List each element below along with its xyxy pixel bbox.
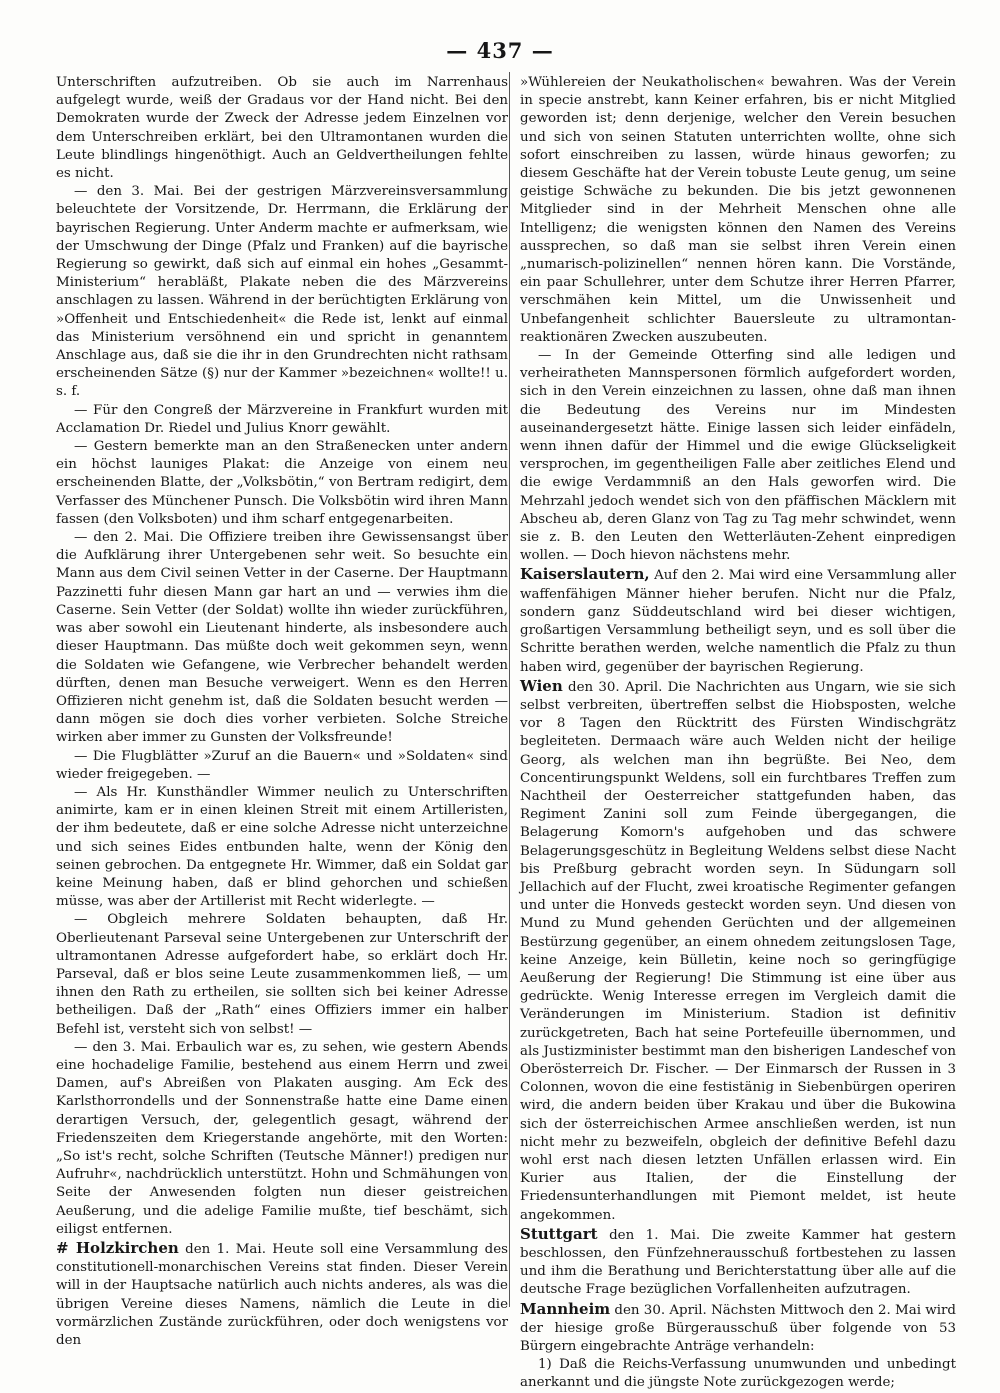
article-dateline: [520, 1225, 956, 1300]
article-paragraph: — In der Gemeinde Otterfing sind alle ledigen und verheiratheten Mannspersonen förmlich aufgefordert worden, sich in den Verein einzeichnen zu lassen, ohne daß man ihnen die Bedeutung des Vereins nur im Mindesten auseinandergesetzt hätte. Einige lassen sich leider einfädeln, wenn ihnen dafür der Himmel und die ewige Glückseligkeit versprochen, im gegentheiligen Falle aber zeitliches Elend und die ewige Verdammniß an den Hals geworfen wird. Die Mehrzahl jedoch wendet sich von den pfäffischen Mäcklern mit Abscheu ab, deren Glanz von Tag zu Tag mehr schwindet, wenn sie z. B. den Leuten den Wetterläuten-Zehent einpredigen wollen. — Doch hievon nächstens mehr.: [520, 348, 956, 564]
dateline-text: den 1. Mai. Die zweite Kammer hat gestern beschlossen, den Fünfzehnerausschuß fortbestehen zu lassen und ihm die Berathung und Berichterstattung über alle auf die deutsche Frage bezüglichen Vorfallenheiten aufzutragen.: [520, 1227, 956, 1298]
page-number: — 437 —: [446, 38, 554, 63]
article-paragraph: — Obgleich mehrere Soldaten behaupten, daß Hr. Oberlieutenant Parseval seine Untergebenen zur Unterschrift der ultramontanen Adresse aufgefordert habe, so erklärt doch Hr. Parseval, daß er blos seine Leute zusammenkommen ließ, — um ihnen den Rath zu ertheilen, sie sollten sich bei keiner Adresse betheiligen. Daß der „Rath“ eines Offiziers immer ein halber Befehl ist, versteht sich von selbst! —: [56, 912, 508, 1037]
right-column: [520, 74, 956, 1393]
article-paragraph: — den 2. Mai. Die Offiziere treiben ihre Gewissensangst über die Aufklärung ihrer Untergebenen sehr weit. So besuchte ein Mann aus dem Civil seinen Vetter in der Caserne. Der Hauptmann Pazzinetti fuhr diesen Mann gar hart an und — verwies ihm die Caserne. Sein Vetter (der Soldat) wollte ihn wieder zurückführen, was aber sowohl ein Lieutenant hinderte, als insbesondere auch dieser Hauptmann. Das müßte doch weit gekommen seyn, wenn die Soldaten wie Gefangene, wie Verbrecher behandelt werden dürften, denen man Besuche verweigert. Wenn es den Herren Offizieren nicht genehm ist, daß die Soldaten besucht werden — dann mögen sie doch dies vorher verbieten. Solche Streiche wirken aber immer zu Gunsten der Volksfreunde!: [56, 530, 508, 746]
article-paragraph: — Für den Congreß der Märzvereine in Frankfurt wurden mit Acclamation Dr. Riedel und Julius Knorr gewählt.: [56, 402, 508, 436]
column-rule: [509, 72, 510, 1307]
article-paragraph: — Gestern bemerkte man an den Straßenecken unter andern ein höchst launiges Plakat: die Anzeige von einem neu erscheinenden Blatte, der „Volksbötin,“ von Bertram redigirt, dem Verfasser des Münchener Punsch. Die Volksbötin wird ihren Mann fassen (den Volksboten) und ihm scharf entgegenarbeiten.: [56, 439, 508, 527]
article-paragraph: — Als Hr. Kunsthändler Wimmer neulich zu Unterschriften animirte, kam er in einen kleinen Streit mit einem Artilleristen, der ihm bedeutete, daß er eine solche Adresse nicht unterzeichne und sich seines Eides entbunden halte, wenn der König den seinen gebrochen. Da entgegnete Hr. Wimmer, daß ein Soldat gar keine Meinung haben, daß er blind gehorchen und schießen müsse, was aber der Artillerist mit Recht widerlegte. —: [56, 784, 508, 910]
dateline-place: Stuttgart: [520, 1224, 598, 1243]
dateline-text: Auf den 2. Mai wird eine Versammlung aller waffenfähigen Männer hieher berufen. Nicht nur die Pfalz, sondern ganz Süddeutschland wird bei dieser wichtigen, großartigen Versammlung betheiligt seyn, und es soll über die Schritte berathen werden, welche namentlich die Pfalz zu thun haben wird, gegenüber der bayrischen Regierung.: [520, 568, 956, 675]
article-dateline: [520, 1300, 956, 1357]
article-dateline: [520, 565, 956, 676]
dateline-place: Mannheim: [520, 1299, 611, 1318]
article-paragraph: Unterschriften aufzutreiben. Ob sie auch im Narrenhaus aufgelegt wurde, weiß der Gradaus vor der Hand nicht. Bei den Demokraten wurde der Zweck der Adresse jedem Einzelnen vor dem Unterschreiben erklärt, bei den Ultramontanen wurden die Leute blindlings hingenöthigt. Auch an Geldvertheilungen fehlte es nicht.: [56, 75, 508, 182]
article-paragraph: — Die Flugblätter »Zuruf an die Bauern« und »Soldaten« sind wieder freigegeben. —: [56, 748, 508, 782]
dateline-place: # Holzkirchen: [56, 1239, 179, 1257]
dateline-text: den 30. April. Die Nachrichten aus Ungarn, wie sie sich selbst verbreiten, übertreffen selbst die Hiobsposten, welche vor 8 Tagen den Rücktritt des Fürsten Windischgrätz begleiteten. Dermaach wäre auch Welden nicht der heilige Georg, als welchen man ihn begrüßte. Bei Neo, dem Concentirungspunkt Weldens, soll ein furchtbares Treffen zum Nachtheil der Oesterreicher stattgefunden haben, das Regiment Zanini soll zum Feinde übergegangen, die Belagerung Komorn's aufgehoben und das schwere Belagerungsgeschütz in Begleitung Weldens selbst diese Nacht bis Preßburg gebracht worden seyn. In Südungarn soll Jellachich auf der Flucht, zwei kroatische Regimenter gefangen und unter die Honveds gesteckt worden seyn. Und diesen von Mund zu Mund gehenden Gerüchten und der allgemeinen Bestürzung gegenüber, an einem ohnedem zeitungslosen Tage, keine Anzeige, kein Bülletin, keine noch so geringfügige Aeußerung der Regierung! Die Stimmung ist eine über aus gedrückte. Wenig Interesse erregen im Vergleich damit die Veränderungen im Ministerium. Stadion ist definitiv zurückgetreten, Bach hat seine Portefeuille übernommen, und als Justizminister bestimmt man den bisherigen Landeschef von Oberösterreich Dr. Fischer. — Der Einmarsch der Russen in 3 Colonnen, wovon die eine festistänig in Siebenbürgen operiren wird, die andern beiden über Krakau und über die Bukowina sich der österreichischen Armee anschließen werden, ist nun nicht mehr zu bezweifeln, obgleich der definitive Befehl dazu wohl erst nach diesen letzten Unfällen erlassen wird. Ein Kurier aus Italien, der die Einstellung der Friedensunterhandlungen mit Piemont meldet, ist heute angekommen.: [520, 679, 956, 1223]
dateline-text: den 30. April. Nächsten Mittwoch den 2. Mai wird der hiesige große Bürgerausschuß über folgende von 53 Bürgern eingebrachte Anträge verhandeln:: [520, 1302, 956, 1355]
dateline-text: den 1. Mai. Heute soll eine Versammlung des constitutionell-monarchischen Vereins stat finden. Dieser Verein will in der Hauptsache natürlich auch nichts anderes, als was die übrigen Vereine dieses Namens, nämlich die Leute in die vormärzlichen Zustände zurückführen, oder doch wenigstens vor den: [56, 1242, 508, 1349]
article-paragraph: 1) Daß die Reichs-Verfassung unumwunden und unbedingt anerkannt und die jüngste Note zurückgezogen werde;: [520, 1357, 956, 1391]
article-paragraph: — den 3. Mai. Bei der gestrigen Märzvereinsversammlung beleuchtete der Vorsitzende, Dr. Herrmann, die Erklärung der bayrischen Regierung. Unter Anderm machte er aufmerksam, wie der Umschwung der Dinge (Pfalz und Franken) auf die bayrische Regierung so gewirkt, daß sich auf einmal ein hohes „Gesammt-Ministerium“ herabläßt, Plakate neben die des Märzvereins anschlagen zu lassen. Während in der berüchtigten Erklärung von »Offenheit und Entschiedenheit« die Rede ist, lenkt auf einmal das Ministerium versöhnend ein und spricht in genanntem Anschlage aus, daß sie die ihr in den Grundrechten nicht rathsam erscheinenden Sätze (§) nur der Kammer »bezeichnen« wollte!! u. s. f.: [56, 184, 508, 400]
article-dateline: [56, 1239, 508, 1350]
article-paragraph: »Wühlereien der Neukatholischen« bewahren. Was der Verein in specie anstrebt, kann Keiner erfahren, bis er nicht Mitglied geworden ist; denn derjenige, welcher den Verein besuchen und sich von seinen Statuten unterrichten wollte, ohne sich sofort einschreiben zu lassen, würde hinaus geworfen; zu diesem Geschäfte hat der Verein tobuste Leute genug, um seine geistige Schwäche zu bekunden. Die bis jetzt gewonnenen Mitglieder sind in der Mehrheit Menschen ohne alle Intelligenz; die wenigsten können den Namen des Vereins aussprechen, so daß man sie selbst ihren Verein einen „numarisch-polizinellen“ nennen hören kann. Die Vorstände, ein paar Schullehrer, unter dem Schutze ihrer Herren Pfarrer, verschmähen kein Mittel, um die Unwissenheit und Unbefangenheit schlichter Bauersleute zu ultramontan-reaktionären Zwecken auszubeuten.: [520, 75, 957, 345]
dateline-place: Wien: [520, 676, 563, 695]
article-dateline: [520, 677, 956, 1225]
dateline-place: Kaiserslautern,: [520, 565, 650, 584]
article-paragraph: — den 3. Mai. Erbaulich war es, zu sehen, wie gestern Abends eine hochadelige Familie, bestehend aus einem Herrn und zwei Damen, auf's Abreißen von Plakaten ausging. Am Eck des Karlsthorrondells und der Sonnenstraße hatte eine Dame einen derartigen Versuch, der, gelegentlich gesagt, während der Friedenszeiten dem Kriegerstande angehörte, mit den Worten: „So ist's recht, solche Schriften (Teutsche Männer!) predigen nur Aufruhr«, nachdrücklich unterstützt. Hohn und Schmähungen von Seite der Anwesenden folgten nun dieser geistreichen Aeußerung, und die adelige Familie mußte, tief beschämt, sich eiligst entfernen.: [56, 1039, 508, 1237]
left-column: [56, 74, 508, 1350]
